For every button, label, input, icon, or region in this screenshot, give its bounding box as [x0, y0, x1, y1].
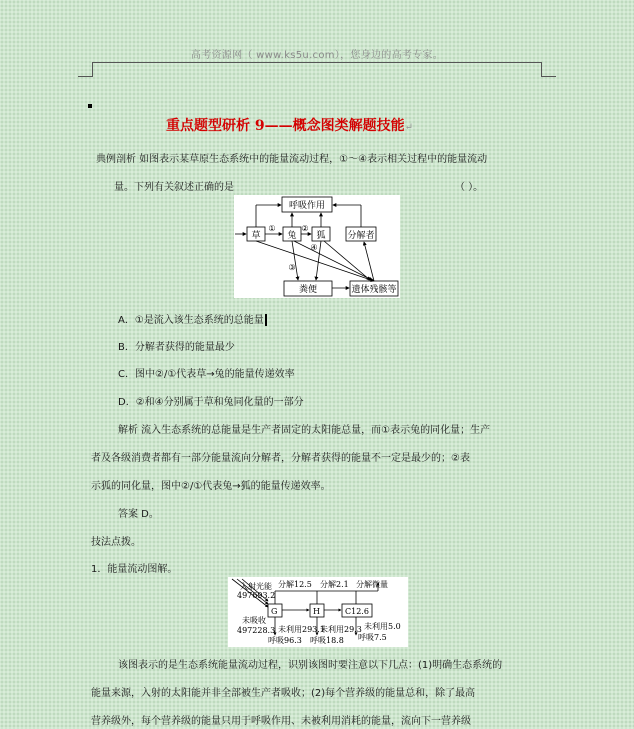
- marker-4: ④: [310, 243, 318, 252]
- answer-blank: （ ）。: [455, 182, 484, 193]
- marker-1: ①: [268, 224, 276, 233]
- para-line1: 该图表示的是生态系统能量流动过程，识别该图时要注意以下几点：(1)明确生态系统的: [118, 660, 503, 671]
- example-intro-line2: 量。下列有关叙述正确的是: [114, 182, 234, 193]
- para-line2: 能量来源，入射的太阳能并非全部被生产者吸收；(2)每个营养级的能量总和，除了最高: [91, 688, 476, 699]
- label-resp3: 呼吸7.5: [358, 633, 387, 642]
- label-g: G: [271, 607, 278, 616]
- option-b[interactable]: B．分解者获得的能量最少: [118, 342, 235, 353]
- energy-flow-chart-2: [228, 577, 408, 647]
- tips-item1: 1．能量流动图解。: [91, 564, 178, 575]
- analysis-line1: 解析 流入生态系统的总能量是生产者固定的太阳能总量，而①表示兔的同化量；生产: [118, 425, 491, 436]
- title-text: 重点题型研析 9——概念图类解题技能: [166, 118, 405, 134]
- analysis-line3: 示狐的同化量，图中②/①代表兔→狐的能量传递效率。: [91, 481, 331, 492]
- label-decomp2: 分解2.1: [320, 580, 349, 589]
- label-feces: 粪便: [298, 285, 318, 295]
- label-unabsorbed-val: 497228.3: [237, 626, 276, 635]
- header-rule: [93, 62, 541, 63]
- option-a-text: A．①是流入该生态系统的总能量: [118, 315, 264, 326]
- label-rabbit: 兔: [287, 231, 297, 241]
- answer-line: 答案 D。: [118, 509, 159, 520]
- label-unabsorbed: 未吸收: [242, 616, 266, 625]
- marker-3: ③: [288, 263, 296, 272]
- paragraph-bullet: [88, 104, 92, 108]
- label-fox: 狐: [316, 231, 326, 241]
- document-title: [166, 115, 413, 135]
- label-incident: 入射光能: [240, 582, 272, 591]
- label-grass: 草: [251, 231, 261, 241]
- site-header: 高考资源网（ www.ks5u.com），您身边的高考专家。: [190, 50, 444, 61]
- analysis-line2: 者及各级消费者都有一部分能量流向分解者，分解者获得的能量不一定是最少的；②表: [91, 453, 470, 464]
- para-line3: 营养级外，每个营养级的能量只用于呼吸作用、未被利用消耗的能量，流向下一营养级: [91, 716, 471, 727]
- label-remains: 遗体残骸等: [351, 285, 397, 295]
- header-corner-left: [78, 62, 93, 77]
- label-unused1: 未利用293.1: [278, 625, 325, 634]
- text-cursor: [265, 314, 267, 326]
- label-unused2: 未利用29.3: [320, 625, 362, 634]
- label-unused3: 未利用5.0: [364, 622, 401, 631]
- label-h: H: [313, 607, 320, 616]
- label-resp2: 呼吸18.8: [310, 636, 344, 645]
- tips-heading: 技法点拨。: [91, 537, 141, 548]
- example-intro-line1: 典例剖析 如图表示某草原生态系统中的能量流动过程，①～④表示相关过程中的能量流动: [96, 154, 488, 165]
- label-respiration: 呼吸作用: [288, 201, 326, 211]
- label-incident-val: 497693.2: [237, 591, 276, 600]
- marker-2: ②: [301, 224, 309, 233]
- option-c[interactable]: C．图中②/①代表草→兔的能量传递效率: [118, 369, 295, 380]
- label-decomposer: 分解者: [347, 231, 375, 241]
- option-d[interactable]: D．②和④分别属于草和兔同化量的一部分: [118, 397, 304, 408]
- option-a[interactable]: [118, 314, 267, 328]
- energy-flow-diagram: [234, 195, 400, 298]
- return-mark: ↵: [404, 122, 414, 133]
- label-decomp1: 分解12.5: [278, 580, 312, 589]
- header-corner-right: [541, 62, 556, 77]
- label-c: C12.6: [345, 607, 369, 616]
- label-resp1: 呼吸96.3: [268, 636, 302, 645]
- label-decomp3: 分解微量: [356, 580, 388, 589]
